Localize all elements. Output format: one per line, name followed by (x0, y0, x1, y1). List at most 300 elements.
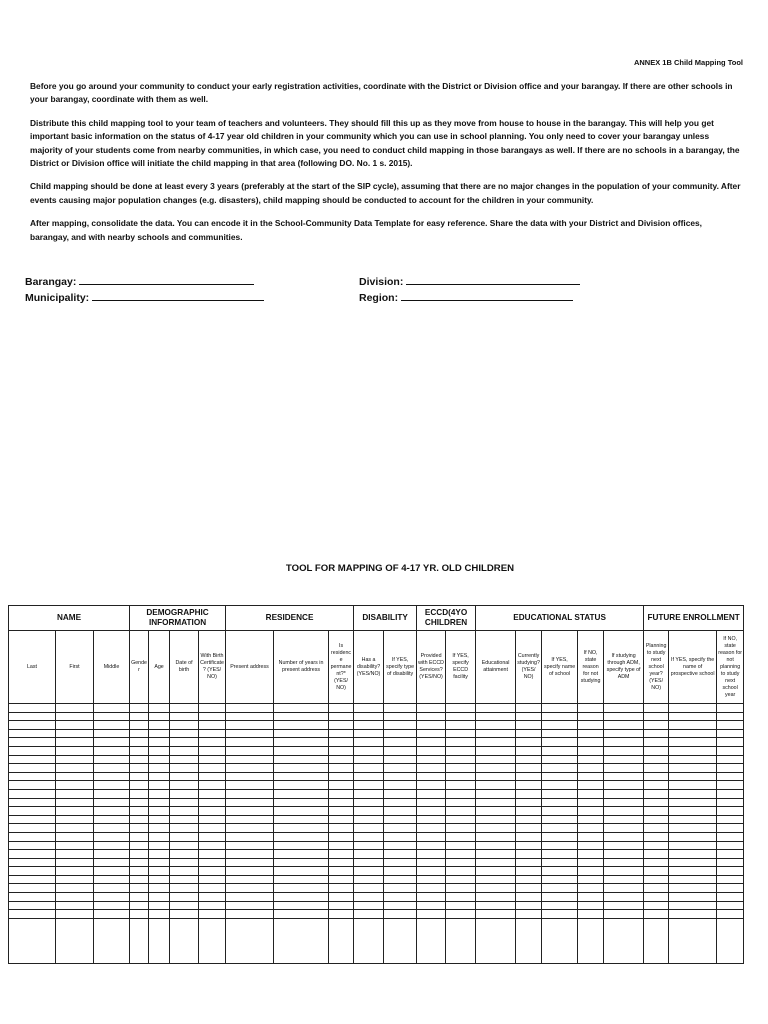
table-cell[interactable] (329, 824, 354, 833)
table-cell[interactable] (94, 815, 130, 824)
table-cell[interactable] (446, 875, 476, 884)
table-cell[interactable] (329, 918, 354, 963)
table-cell[interactable] (417, 738, 446, 747)
table-cell[interactable] (274, 824, 329, 833)
table-cell[interactable] (94, 918, 130, 963)
table-cell[interactable] (94, 832, 130, 841)
table-cell[interactable] (644, 824, 669, 833)
table-cell[interactable] (130, 841, 149, 850)
table-cell[interactable] (446, 832, 476, 841)
table-cell[interactable] (476, 764, 516, 773)
table-cell[interactable] (578, 807, 604, 816)
table-cell[interactable] (516, 798, 542, 807)
table-cell[interactable] (446, 901, 476, 910)
table-cell[interactable] (199, 729, 226, 738)
table-cell[interactable] (9, 738, 56, 747)
table-cell[interactable] (9, 901, 56, 910)
table-cell[interactable] (516, 858, 542, 867)
table-cell[interactable] (542, 918, 578, 963)
table-cell[interactable] (329, 841, 354, 850)
table-cell[interactable] (604, 824, 644, 833)
table-cell[interactable] (578, 841, 604, 850)
table-cell[interactable] (354, 789, 384, 798)
table-cell[interactable] (669, 858, 717, 867)
table-cell[interactable] (56, 824, 94, 833)
table-cell[interactable] (417, 850, 446, 859)
table-cell[interactable] (56, 867, 94, 876)
table-cell[interactable] (542, 807, 578, 816)
table-cell[interactable] (476, 746, 516, 755)
table-cell[interactable] (669, 893, 717, 902)
table-cell[interactable] (9, 867, 56, 876)
table-cell[interactable] (476, 858, 516, 867)
division-blank[interactable] (406, 274, 580, 285)
table-cell[interactable] (274, 721, 329, 730)
table-cell[interactable] (9, 772, 56, 781)
table-cell[interactable] (226, 901, 274, 910)
table-cell[interactable] (199, 858, 226, 867)
table-cell[interactable] (644, 712, 669, 721)
table-cell[interactable] (56, 884, 94, 893)
table-cell[interactable] (170, 824, 199, 833)
table-cell[interactable] (516, 884, 542, 893)
table-cell[interactable] (329, 875, 354, 884)
table-cell[interactable] (446, 789, 476, 798)
table-cell[interactable] (542, 798, 578, 807)
table-cell[interactable] (199, 764, 226, 773)
table-cell[interactable] (476, 850, 516, 859)
table-cell[interactable] (94, 704, 130, 713)
table-cell[interactable] (170, 704, 199, 713)
table-cell[interactable] (199, 712, 226, 721)
table-cell[interactable] (669, 755, 717, 764)
table-cell[interactable] (446, 712, 476, 721)
table-cell[interactable] (669, 815, 717, 824)
table-cell[interactable] (644, 738, 669, 747)
table-cell[interactable] (9, 764, 56, 773)
table-cell[interactable] (542, 893, 578, 902)
table-cell[interactable] (56, 704, 94, 713)
table-cell[interactable] (170, 729, 199, 738)
table-cell[interactable] (669, 841, 717, 850)
table-cell[interactable] (644, 867, 669, 876)
table-cell[interactable] (170, 832, 199, 841)
table-cell[interactable] (669, 824, 717, 833)
table-cell[interactable] (56, 746, 94, 755)
table-cell[interactable] (446, 850, 476, 859)
table-cell[interactable] (516, 850, 542, 859)
table-cell[interactable] (329, 772, 354, 781)
table-cell[interactable] (170, 781, 199, 790)
table-cell[interactable] (329, 746, 354, 755)
table-cell[interactable] (417, 875, 446, 884)
table-cell[interactable] (226, 893, 274, 902)
table-cell[interactable] (644, 884, 669, 893)
table-cell[interactable] (384, 858, 417, 867)
table-cell[interactable] (329, 867, 354, 876)
table-cell[interactable] (516, 807, 542, 816)
table-cell[interactable] (717, 807, 744, 816)
table-cell[interactable] (329, 815, 354, 824)
table-cell[interactable] (669, 910, 717, 919)
table-cell[interactable] (542, 789, 578, 798)
table-cell[interactable] (516, 893, 542, 902)
table-cell[interactable] (130, 755, 149, 764)
table-cell[interactable] (384, 772, 417, 781)
table-cell[interactable] (274, 884, 329, 893)
table-cell[interactable] (644, 875, 669, 884)
table-cell[interactable] (226, 798, 274, 807)
table-cell[interactable] (199, 755, 226, 764)
table-cell[interactable] (149, 918, 170, 963)
table-cell[interactable] (94, 789, 130, 798)
table-cell[interactable] (226, 755, 274, 764)
table-cell[interactable] (329, 712, 354, 721)
table-cell[interactable] (476, 841, 516, 850)
table-cell[interactable] (329, 850, 354, 859)
table-cell[interactable] (170, 789, 199, 798)
table-cell[interactable] (199, 875, 226, 884)
table-cell[interactable] (417, 910, 446, 919)
table-cell[interactable] (130, 764, 149, 773)
table-cell[interactable] (130, 712, 149, 721)
table-cell[interactable] (542, 772, 578, 781)
table-cell[interactable] (578, 781, 604, 790)
table-cell[interactable] (717, 815, 744, 824)
table-cell[interactable] (170, 918, 199, 963)
table-cell[interactable] (417, 781, 446, 790)
table-cell[interactable] (604, 798, 644, 807)
table-cell[interactable] (417, 755, 446, 764)
table-cell[interactable] (542, 738, 578, 747)
table-cell[interactable] (516, 738, 542, 747)
table-cell[interactable] (384, 712, 417, 721)
table-cell[interactable] (56, 798, 94, 807)
table-cell[interactable] (56, 910, 94, 919)
table-cell[interactable] (604, 738, 644, 747)
table-cell[interactable] (516, 901, 542, 910)
table-cell[interactable] (9, 746, 56, 755)
table-cell[interactable] (669, 875, 717, 884)
table-cell[interactable] (130, 850, 149, 859)
region-blank[interactable] (401, 290, 573, 301)
table-cell[interactable] (578, 867, 604, 876)
table-cell[interactable] (226, 781, 274, 790)
table-cell[interactable] (274, 704, 329, 713)
table-cell[interactable] (199, 815, 226, 824)
table-cell[interactable] (384, 824, 417, 833)
table-cell[interactable] (94, 738, 130, 747)
table-cell[interactable] (354, 875, 384, 884)
table-cell[interactable] (274, 729, 329, 738)
table-cell[interactable] (384, 815, 417, 824)
table-cell[interactable] (644, 901, 669, 910)
table-cell[interactable] (476, 789, 516, 798)
table-cell[interactable] (56, 858, 94, 867)
table-cell[interactable] (417, 893, 446, 902)
table-cell[interactable] (578, 746, 604, 755)
table-cell[interactable] (669, 798, 717, 807)
table-cell[interactable] (149, 729, 170, 738)
table-cell[interactable] (516, 910, 542, 919)
table-cell[interactable] (604, 815, 644, 824)
table-cell[interactable] (274, 875, 329, 884)
table-cell[interactable] (717, 789, 744, 798)
table-cell[interactable] (226, 721, 274, 730)
table-cell[interactable] (130, 746, 149, 755)
table-cell[interactable] (516, 729, 542, 738)
table-cell[interactable] (476, 755, 516, 764)
table-cell[interactable] (476, 772, 516, 781)
table-cell[interactable] (274, 781, 329, 790)
table-cell[interactable] (94, 850, 130, 859)
table-cell[interactable] (717, 755, 744, 764)
table-cell[interactable] (9, 712, 56, 721)
table-cell[interactable] (199, 746, 226, 755)
table-cell[interactable] (542, 867, 578, 876)
table-cell[interactable] (717, 850, 744, 859)
table-cell[interactable] (417, 901, 446, 910)
table-cell[interactable] (9, 910, 56, 919)
table-cell[interactable] (417, 807, 446, 816)
table-cell[interactable] (226, 875, 274, 884)
table-cell[interactable] (9, 815, 56, 824)
table-cell[interactable] (669, 832, 717, 841)
table-cell[interactable] (199, 901, 226, 910)
table-cell[interactable] (542, 850, 578, 859)
table-cell[interactable] (417, 798, 446, 807)
table-cell[interactable] (170, 746, 199, 755)
table-cell[interactable] (354, 893, 384, 902)
table-cell[interactable] (446, 918, 476, 963)
table-cell[interactable] (669, 807, 717, 816)
table-cell[interactable] (9, 884, 56, 893)
table-cell[interactable] (384, 893, 417, 902)
table-cell[interactable] (578, 893, 604, 902)
table-cell[interactable] (542, 764, 578, 773)
table-cell[interactable] (476, 824, 516, 833)
table-cell[interactable] (604, 832, 644, 841)
table-cell[interactable] (94, 798, 130, 807)
table-cell[interactable] (717, 781, 744, 790)
table-cell[interactable] (329, 858, 354, 867)
table-cell[interactable] (384, 875, 417, 884)
table-cell[interactable] (644, 893, 669, 902)
table-cell[interactable] (354, 884, 384, 893)
table-cell[interactable] (578, 910, 604, 919)
table-cell[interactable] (669, 789, 717, 798)
table-cell[interactable] (384, 755, 417, 764)
table-cell[interactable] (170, 755, 199, 764)
table-cell[interactable] (578, 832, 604, 841)
table-cell[interactable] (476, 815, 516, 824)
table-cell[interactable] (94, 712, 130, 721)
table-cell[interactable] (354, 867, 384, 876)
table-cell[interactable] (226, 910, 274, 919)
table-cell[interactable] (717, 729, 744, 738)
table-cell[interactable] (149, 738, 170, 747)
table-cell[interactable] (669, 746, 717, 755)
table-cell[interactable] (417, 832, 446, 841)
table-cell[interactable] (384, 850, 417, 859)
barangay-blank[interactable] (79, 274, 254, 285)
table-cell[interactable] (56, 832, 94, 841)
table-cell[interactable] (604, 841, 644, 850)
table-cell[interactable] (199, 789, 226, 798)
table-cell[interactable] (542, 841, 578, 850)
table-cell[interactable] (669, 884, 717, 893)
table-cell[interactable] (9, 789, 56, 798)
table-cell[interactable] (476, 867, 516, 876)
table-cell[interactable] (417, 789, 446, 798)
table-cell[interactable] (170, 798, 199, 807)
table-cell[interactable] (94, 901, 130, 910)
table-cell[interactable] (644, 798, 669, 807)
table-cell[interactable] (130, 824, 149, 833)
table-cell[interactable] (9, 721, 56, 730)
table-cell[interactable] (644, 850, 669, 859)
table-cell[interactable] (542, 884, 578, 893)
table-cell[interactable] (94, 764, 130, 773)
table-cell[interactable] (644, 772, 669, 781)
table-cell[interactable] (149, 704, 170, 713)
table-cell[interactable] (717, 841, 744, 850)
table-cell[interactable] (446, 841, 476, 850)
table-cell[interactable] (199, 850, 226, 859)
table-cell[interactable] (94, 781, 130, 790)
table-cell[interactable] (199, 824, 226, 833)
table-cell[interactable] (226, 764, 274, 773)
table-cell[interactable] (516, 824, 542, 833)
table-cell[interactable] (94, 721, 130, 730)
table-cell[interactable] (56, 781, 94, 790)
table-cell[interactable] (199, 841, 226, 850)
table-cell[interactable] (130, 738, 149, 747)
table-cell[interactable] (56, 841, 94, 850)
table-cell[interactable] (476, 918, 516, 963)
table-cell[interactable] (644, 789, 669, 798)
table-cell[interactable] (130, 910, 149, 919)
table-cell[interactable] (578, 712, 604, 721)
table-cell[interactable] (717, 798, 744, 807)
table-cell[interactable] (644, 704, 669, 713)
table-cell[interactable] (717, 721, 744, 730)
table-cell[interactable] (516, 781, 542, 790)
table-cell[interactable] (199, 910, 226, 919)
table-cell[interactable] (149, 712, 170, 721)
table-cell[interactable] (446, 798, 476, 807)
table-cell[interactable] (578, 875, 604, 884)
table-cell[interactable] (717, 712, 744, 721)
table-cell[interactable] (542, 712, 578, 721)
table-cell[interactable] (578, 704, 604, 713)
table-cell[interactable] (446, 884, 476, 893)
table-cell[interactable] (9, 704, 56, 713)
table-cell[interactable] (476, 721, 516, 730)
table-cell[interactable] (644, 815, 669, 824)
table-cell[interactable] (130, 772, 149, 781)
table-cell[interactable] (516, 755, 542, 764)
table-cell[interactable] (604, 875, 644, 884)
table-cell[interactable] (9, 729, 56, 738)
table-cell[interactable] (9, 850, 56, 859)
table-cell[interactable] (199, 832, 226, 841)
table-cell[interactable] (149, 815, 170, 824)
table-cell[interactable] (149, 832, 170, 841)
table-cell[interactable] (644, 755, 669, 764)
table-cell[interactable] (56, 729, 94, 738)
table-cell[interactable] (669, 867, 717, 876)
table-cell[interactable] (354, 918, 384, 963)
table-cell[interactable] (604, 781, 644, 790)
table-cell[interactable] (56, 901, 94, 910)
table-cell[interactable] (446, 867, 476, 876)
table-cell[interactable] (170, 893, 199, 902)
table-cell[interactable] (476, 798, 516, 807)
table-cell[interactable] (354, 772, 384, 781)
table-cell[interactable] (578, 772, 604, 781)
table-cell[interactable] (9, 875, 56, 884)
table-cell[interactable] (94, 875, 130, 884)
table-cell[interactable] (578, 824, 604, 833)
table-cell[interactable] (644, 918, 669, 963)
table-cell[interactable] (542, 858, 578, 867)
table-cell[interactable] (354, 850, 384, 859)
table-cell[interactable] (578, 858, 604, 867)
table-cell[interactable] (516, 815, 542, 824)
table-cell[interactable] (669, 918, 717, 963)
table-cell[interactable] (417, 858, 446, 867)
table-cell[interactable] (199, 772, 226, 781)
table-cell[interactable] (604, 764, 644, 773)
table-cell[interactable] (516, 918, 542, 963)
table-cell[interactable] (417, 867, 446, 876)
table-cell[interactable] (604, 729, 644, 738)
table-cell[interactable] (384, 798, 417, 807)
table-cell[interactable] (226, 772, 274, 781)
table-cell[interactable] (56, 850, 94, 859)
table-cell[interactable] (717, 918, 744, 963)
table-cell[interactable] (170, 841, 199, 850)
table-cell[interactable] (604, 893, 644, 902)
table-cell[interactable] (199, 884, 226, 893)
table-cell[interactable] (542, 755, 578, 764)
table-cell[interactable] (94, 841, 130, 850)
table-cell[interactable] (604, 721, 644, 730)
table-cell[interactable] (354, 755, 384, 764)
table-cell[interactable] (274, 918, 329, 963)
table-cell[interactable] (516, 875, 542, 884)
table-cell[interactable] (446, 755, 476, 764)
table-cell[interactable] (9, 832, 56, 841)
table-cell[interactable] (329, 807, 354, 816)
table-cell[interactable] (516, 772, 542, 781)
table-cell[interactable] (149, 901, 170, 910)
table-cell[interactable] (149, 841, 170, 850)
table-cell[interactable] (56, 875, 94, 884)
table-cell[interactable] (149, 858, 170, 867)
table-cell[interactable] (329, 729, 354, 738)
table-cell[interactable] (446, 807, 476, 816)
table-cell[interactable] (578, 729, 604, 738)
table-cell[interactable] (417, 764, 446, 773)
table-cell[interactable] (446, 746, 476, 755)
municipality-blank[interactable] (92, 290, 264, 301)
table-cell[interactable] (56, 721, 94, 730)
table-cell[interactable] (56, 918, 94, 963)
table-cell[interactable] (669, 721, 717, 730)
table-cell[interactable] (149, 764, 170, 773)
